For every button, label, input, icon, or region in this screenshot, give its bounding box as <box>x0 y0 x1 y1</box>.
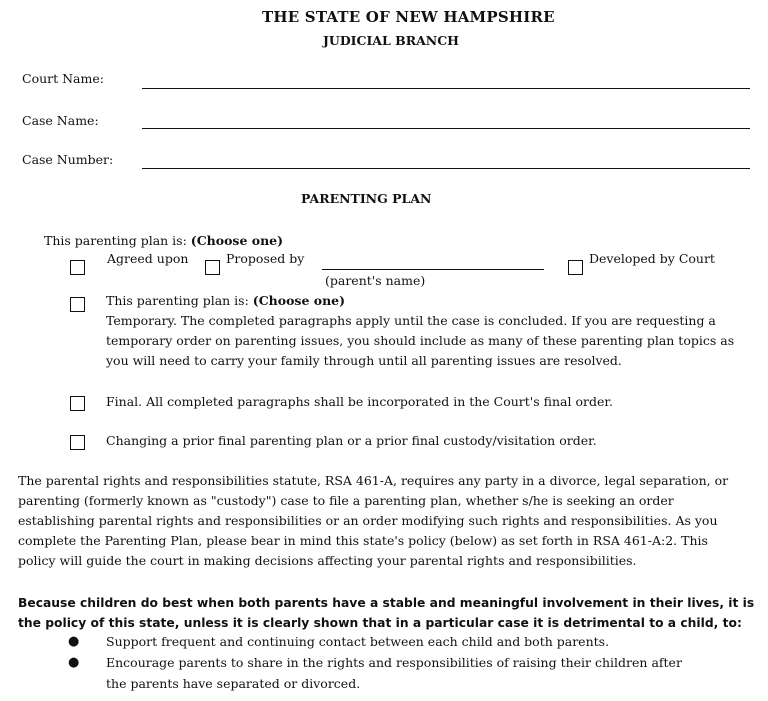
page-title: THE STATE OF NEW HAMPSHIRE <box>262 8 555 26</box>
plan-type-second-text: This parenting plan is: <box>106 293 253 308</box>
developed-by-court-label: Developed by Court <box>589 251 715 266</box>
bullet-marker-2: ● <box>68 655 80 670</box>
final-text: Final. All completed paragraphs shall be incorporated in the Court's final order. <box>106 394 613 409</box>
parent-name-field[interactable] <box>322 269 544 270</box>
parenting-plan-heading: PARENTING PLAN <box>301 191 432 206</box>
developed-by-court-checkbox[interactable] <box>568 260 583 275</box>
proposed-by-label: Proposed by <box>226 251 305 266</box>
changing-checkbox[interactable] <box>70 435 85 450</box>
case-name-label: Case Name: <box>22 113 99 128</box>
agreed-upon-label: Agreed upon <box>107 251 189 266</box>
statute-line-5: policy will guide the court in making decisions affecting your parental rights and responsibilities. <box>18 553 637 568</box>
policy-bullet-2-continuation: the parents have separated or divorced. <box>106 676 361 691</box>
statute-line-3: establishing parental rights and responsibilities or an order modifying such rights and responsibilities. As you <box>18 513 718 528</box>
temporary-checkbox[interactable] <box>70 297 85 312</box>
plan-type-intro-text: This parenting plan is: <box>44 233 191 248</box>
final-checkbox[interactable] <box>70 396 85 411</box>
statute-line-4: complete the Parenting Plan, please bear in mind this state's policy (below) as set forth in RSA 461-A:2. This <box>18 533 708 548</box>
bullet-marker-1: ● <box>68 634 80 649</box>
temporary-text-line-2: temporary order on parenting issues, you should include as many of these parenting plan topics as <box>106 333 735 348</box>
case-name-line <box>142 128 750 129</box>
agreed-upon-checkbox[interactable] <box>70 260 85 275</box>
case-number-label: Case Number: <box>22 152 114 167</box>
policy-bullet-2: Encourage parents to share in the rights and responsibilities of raising their children after <box>106 655 682 670</box>
policy-bullet-1: Support frequent and continuing contact between each child and both parents. <box>106 634 610 649</box>
parent-name-caption: (parent's name) <box>325 273 426 288</box>
temporary-text-line-3: you will need to carry your family through until all parenting issues are resolved. <box>106 353 622 368</box>
case-number-line <box>142 168 750 169</box>
page-subtitle: JUDICIAL BRANCH <box>323 33 459 48</box>
choose-one-label: (Choose one) <box>190 233 284 248</box>
changing-text: Changing a prior final parenting plan or a prior final custody/visitation order. <box>106 433 597 448</box>
court-name-line <box>142 88 750 89</box>
plan-type-intro <box>44 231 283 251</box>
policy-line-2: the policy of this state, unless it is clearly shown that in a particular case it is detrimental to a child, to: <box>18 616 742 630</box>
temporary-text-line-1: Temporary. The completed paragraphs apply until the case is concluded. If you are requesting a <box>106 313 716 328</box>
policy-line-1: Because children do best when both parents have a stable and meaningful involvement in their lives, it is <box>18 596 755 610</box>
court-name-label: Court Name: <box>22 71 104 86</box>
plan-type-second <box>106 291 345 311</box>
choose-one-label-2: (Choose one) <box>252 293 346 308</box>
statute-line-2: parenting (formerly known as "custody") case to file a parenting plan, whether s/he is seeking an order <box>18 493 674 508</box>
statute-line-1: The parental rights and responsibilities statute, RSA 461-A, requires any party in a divorce, legal separation, or <box>18 473 729 488</box>
proposed-by-checkbox[interactable] <box>205 260 220 275</box>
